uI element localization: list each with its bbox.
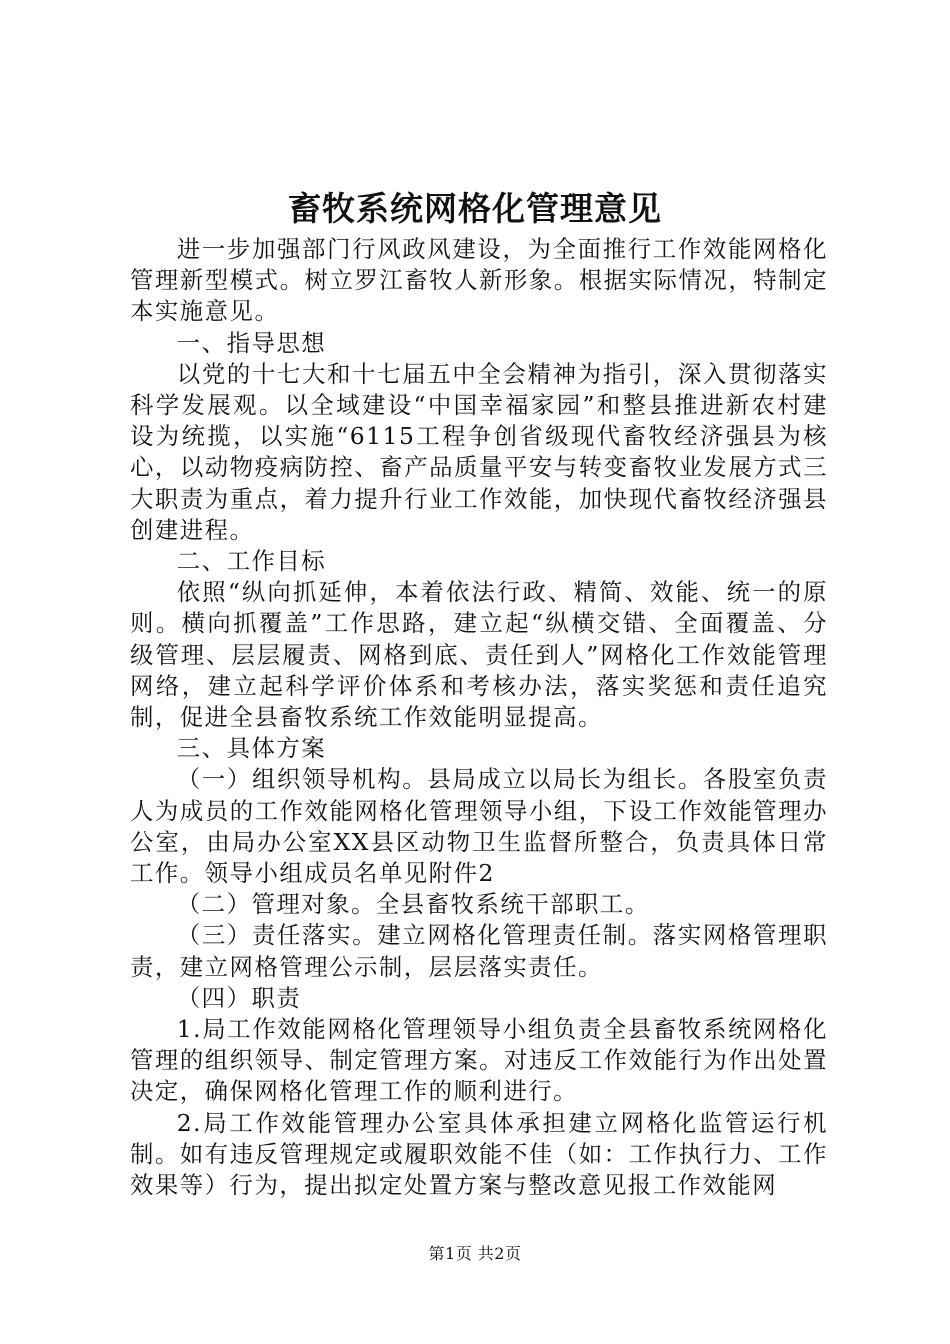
section-heading: 二、工作目标	[176, 547, 327, 576]
body-paragraph: 1.局工作效能网格化管理领导小组负责全县畜牧系统网格化管理的组织领导、制定管理方案。对违反工作效能行为作出处置决定，确保网格化管理工作的顺利进行。	[130, 1015, 828, 1106]
body-paragraph: （二）管理对象。全县畜牧系统干部职工。	[176, 890, 650, 919]
section-heading: 一、指导思想	[176, 328, 327, 357]
section-heading: 三、具体方案	[176, 734, 327, 763]
body-paragraph: （一）组织领导机构。县局成立以局长为组长。各股室负责人为成员的工作效能网格化管理领导小组，下设工作效能管理办公室，由局办公室XX县区动物卫生监督所整合，负责具体日常工作。领导小组成员名单见附件2	[130, 765, 828, 888]
document-body	[130, 234, 828, 1201]
body-paragraph: 依照“纵向抓延伸，本着依法行政、精简、效能、统一的原则。横向抓覆盖”工作思路，建立起“纵横交错、全面覆盖、分级管理、层层履责、网格到底、责任到人”网格化工作效能管理网络，建立起科学评价体系和考核办法，落实奖惩和责任追究制，促进全县畜牧系统工作效能明显提高。	[130, 578, 828, 732]
subsection-heading: （四）职责	[176, 983, 302, 1012]
body-paragraph: 2.局工作效能管理办公室具体承担建立网格化监管运行机制。如有违反管理规定或履职效能不佳（如：工作执行力、工作效果等）行为，提出拟定处置方案与整改意见报工作效能网	[130, 1108, 828, 1200]
intro-paragraph: 进一步加强部门行风政风建设，为全面推行工作效能网格化管理新型模式。树立罗江畜牧人新形象。根据实际情况，特制定本实施意见。	[130, 235, 828, 326]
document-title: 畜牧系统网格化管理意见	[288, 189, 662, 228]
body-paragraph: 以党的十七大和十七届五中全会精神为指引，深入贯彻落实科学发展观。以全域建设“中国幸福家园”和整县推进新农村建设为统揽，以实施“6115工程争创省级现代畜牧经济强县为核心，以动物疫病防控、畜产品质量平安与转变畜牧业发展方式三大职责为重点，着力提升行业工作效能，加快现代畜牧经济强县创建进程。	[130, 359, 828, 544]
body-paragraph: （三）责任落实。建立网格化管理责任制。落实网格管理职责，建立网格管理公示制，层层落实责任。	[130, 921, 828, 981]
page-number-footer: 第1页 共2页	[428, 1244, 522, 1263]
